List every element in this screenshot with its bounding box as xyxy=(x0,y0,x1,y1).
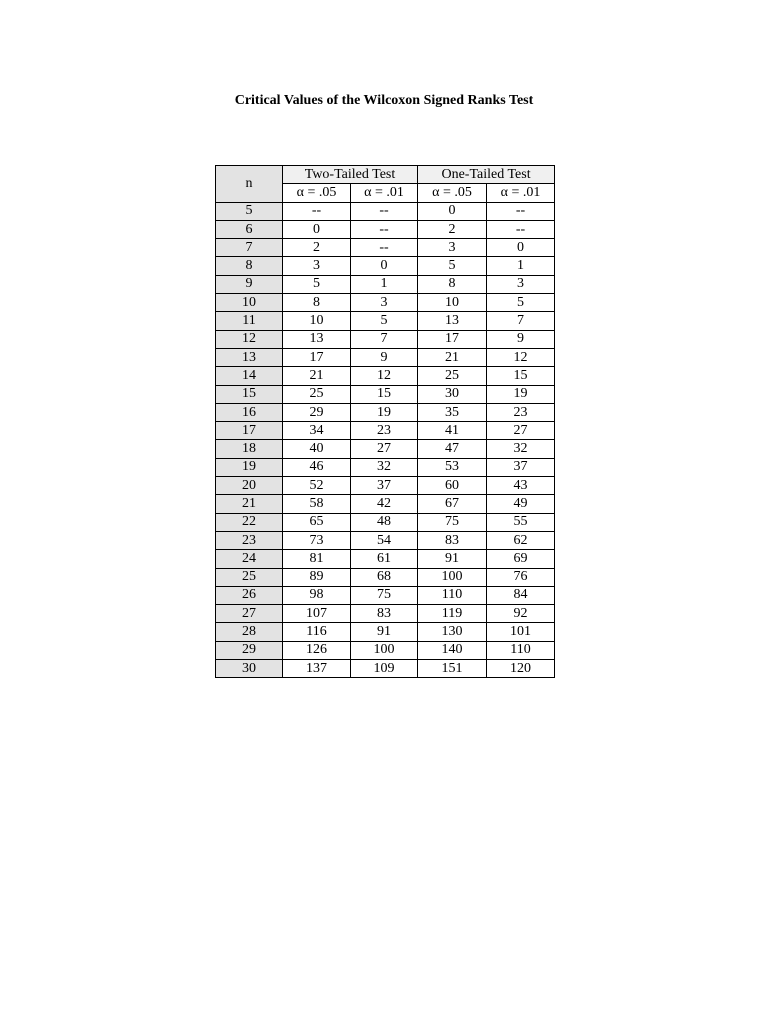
n-cell: 20 xyxy=(216,477,283,495)
two-tailed-01-cell: 109 xyxy=(351,660,418,678)
one-tailed-01-cell: 23 xyxy=(487,403,555,421)
one-tailed-01-cell: 92 xyxy=(487,605,555,623)
one-tailed-header: One-Tailed Test xyxy=(418,166,555,184)
one-tailed-01-cell: 55 xyxy=(487,513,555,531)
one-tailed-01-cell: 9 xyxy=(487,330,555,348)
two-tailed-01-cell: 48 xyxy=(351,513,418,531)
table-header xyxy=(216,166,555,203)
one-tailed-01-cell: 43 xyxy=(487,477,555,495)
n-cell: 11 xyxy=(216,312,283,330)
n-cell: 13 xyxy=(216,348,283,366)
one-tailed-05-cell: 41 xyxy=(418,422,487,440)
two-tailed-01-cell: 3 xyxy=(351,294,418,312)
one-tailed-01-cell: 62 xyxy=(487,531,555,549)
two-tailed-05-cell: 73 xyxy=(283,531,351,549)
two-tailed-01-cell: 1 xyxy=(351,275,418,293)
n-cell: 14 xyxy=(216,367,283,385)
n-cell: 29 xyxy=(216,641,283,659)
table-row xyxy=(216,513,555,531)
n-cell: 18 xyxy=(216,440,283,458)
table-row xyxy=(216,239,555,257)
table-row xyxy=(216,403,555,421)
table-row xyxy=(216,458,555,476)
table-row xyxy=(216,660,555,678)
table-row xyxy=(216,385,555,403)
two-tailed-01-cell: -- xyxy=(351,202,418,220)
n-cell: 8 xyxy=(216,257,283,275)
two-tailed-01-cell: 0 xyxy=(351,257,418,275)
one-tailed-05-cell: 110 xyxy=(418,586,487,604)
one-tailed-01-cell: 120 xyxy=(487,660,555,678)
two-tailed-05-cell: 10 xyxy=(283,312,351,330)
alpha-header: α = .01 xyxy=(487,184,555,202)
n-cell: 16 xyxy=(216,403,283,421)
two-tailed-05-cell: 2 xyxy=(283,239,351,257)
document-title: Critical Values of the Wilcoxon Signed Ranks Test xyxy=(234,93,534,108)
table-row xyxy=(216,367,555,385)
two-tailed-05-cell: 29 xyxy=(283,403,351,421)
two-tailed-01-cell: 42 xyxy=(351,495,418,513)
n-cell: 9 xyxy=(216,275,283,293)
two-tailed-05-cell: 8 xyxy=(283,294,351,312)
table-row xyxy=(216,330,555,348)
alpha-header: α = .05 xyxy=(283,184,351,202)
two-tailed-01-cell: 32 xyxy=(351,458,418,476)
two-tailed-01-cell: 83 xyxy=(351,605,418,623)
one-tailed-05-cell: 2 xyxy=(418,220,487,238)
one-tailed-05-cell: 67 xyxy=(418,495,487,513)
n-cell: 12 xyxy=(216,330,283,348)
two-tailed-01-cell: 54 xyxy=(351,531,418,549)
one-tailed-01-cell: 0 xyxy=(487,239,555,257)
table-row xyxy=(216,623,555,641)
one-tailed-01-cell: 3 xyxy=(487,275,555,293)
n-cell: 6 xyxy=(216,220,283,238)
n-cell: 26 xyxy=(216,586,283,604)
table-row xyxy=(216,312,555,330)
two-tailed-05-cell: 52 xyxy=(283,477,351,495)
n-cell: 10 xyxy=(216,294,283,312)
table-row xyxy=(216,531,555,549)
one-tailed-05-cell: 53 xyxy=(418,458,487,476)
n-cell: 28 xyxy=(216,623,283,641)
one-tailed-05-cell: 3 xyxy=(418,239,487,257)
table-row xyxy=(216,422,555,440)
group-header-row xyxy=(216,166,555,184)
n-cell: 15 xyxy=(216,385,283,403)
n-cell: 22 xyxy=(216,513,283,531)
one-tailed-05-cell: 100 xyxy=(418,568,487,586)
one-tailed-05-cell: 35 xyxy=(418,403,487,421)
one-tailed-05-cell: 17 xyxy=(418,330,487,348)
two-tailed-01-cell: 9 xyxy=(351,348,418,366)
table-row xyxy=(216,257,555,275)
two-tailed-05-cell: 0 xyxy=(283,220,351,238)
n-cell: 23 xyxy=(216,531,283,549)
two-tailed-01-cell: 91 xyxy=(351,623,418,641)
two-tailed-01-cell: 27 xyxy=(351,440,418,458)
two-tailed-01-cell: 68 xyxy=(351,568,418,586)
table-row xyxy=(216,550,555,568)
one-tailed-01-cell: 32 xyxy=(487,440,555,458)
two-tailed-05-cell: 137 xyxy=(283,660,351,678)
two-tailed-01-cell: -- xyxy=(351,220,418,238)
one-tailed-05-cell: 5 xyxy=(418,257,487,275)
n-cell: 24 xyxy=(216,550,283,568)
one-tailed-05-cell: 0 xyxy=(418,202,487,220)
one-tailed-01-cell: 7 xyxy=(487,312,555,330)
one-tailed-05-cell: 91 xyxy=(418,550,487,568)
n-cell: 27 xyxy=(216,605,283,623)
one-tailed-05-cell: 10 xyxy=(418,294,487,312)
two-tailed-01-cell: 15 xyxy=(351,385,418,403)
one-tailed-05-cell: 47 xyxy=(418,440,487,458)
one-tailed-05-cell: 8 xyxy=(418,275,487,293)
two-tailed-01-cell: 75 xyxy=(351,586,418,604)
two-tailed-01-cell: -- xyxy=(351,239,418,257)
one-tailed-01-cell: 37 xyxy=(487,458,555,476)
one-tailed-01-cell: 110 xyxy=(487,641,555,659)
table-row xyxy=(216,477,555,495)
two-tailed-05-cell: 89 xyxy=(283,568,351,586)
n-cell: 21 xyxy=(216,495,283,513)
n-column-header: n xyxy=(216,166,283,203)
one-tailed-05-cell: 140 xyxy=(418,641,487,659)
two-tailed-01-cell: 19 xyxy=(351,403,418,421)
one-tailed-01-cell: 69 xyxy=(487,550,555,568)
two-tailed-01-cell: 61 xyxy=(351,550,418,568)
n-cell: 25 xyxy=(216,568,283,586)
table-row xyxy=(216,605,555,623)
two-tailed-05-cell: 3 xyxy=(283,257,351,275)
one-tailed-01-cell: 84 xyxy=(487,586,555,604)
table-body xyxy=(216,202,555,678)
two-tailed-01-cell: 100 xyxy=(351,641,418,659)
two-tailed-05-cell: 107 xyxy=(283,605,351,623)
n-cell: 17 xyxy=(216,422,283,440)
one-tailed-01-cell: 76 xyxy=(487,568,555,586)
alpha-header: α = .05 xyxy=(418,184,487,202)
table-row xyxy=(216,294,555,312)
table-row xyxy=(216,202,555,220)
two-tailed-05-cell: 25 xyxy=(283,385,351,403)
table-row xyxy=(216,495,555,513)
one-tailed-05-cell: 119 xyxy=(418,605,487,623)
table-row xyxy=(216,641,555,659)
n-cell: 7 xyxy=(216,239,283,257)
table-row xyxy=(216,348,555,366)
two-tailed-05-cell: 58 xyxy=(283,495,351,513)
one-tailed-05-cell: 130 xyxy=(418,623,487,641)
one-tailed-05-cell: 60 xyxy=(418,477,487,495)
one-tailed-01-cell: -- xyxy=(487,220,555,238)
table-row xyxy=(216,220,555,238)
two-tailed-05-cell: 17 xyxy=(283,348,351,366)
two-tailed-header: Two-Tailed Test xyxy=(283,166,418,184)
two-tailed-05-cell: 65 xyxy=(283,513,351,531)
two-tailed-01-cell: 37 xyxy=(351,477,418,495)
two-tailed-05-cell: 21 xyxy=(283,367,351,385)
one-tailed-05-cell: 75 xyxy=(418,513,487,531)
one-tailed-01-cell: 5 xyxy=(487,294,555,312)
one-tailed-01-cell: 1 xyxy=(487,257,555,275)
two-tailed-05-cell: 46 xyxy=(283,458,351,476)
one-tailed-01-cell: -- xyxy=(487,202,555,220)
table-row xyxy=(216,568,555,586)
two-tailed-01-cell: 7 xyxy=(351,330,418,348)
one-tailed-01-cell: 49 xyxy=(487,495,555,513)
two-tailed-05-cell: 116 xyxy=(283,623,351,641)
two-tailed-05-cell: 5 xyxy=(283,275,351,293)
critical-values-table xyxy=(215,165,555,678)
two-tailed-01-cell: 5 xyxy=(351,312,418,330)
n-cell: 5 xyxy=(216,202,283,220)
one-tailed-01-cell: 15 xyxy=(487,367,555,385)
one-tailed-01-cell: 27 xyxy=(487,422,555,440)
one-tailed-01-cell: 101 xyxy=(487,623,555,641)
two-tailed-05-cell: -- xyxy=(283,202,351,220)
one-tailed-05-cell: 83 xyxy=(418,531,487,549)
two-tailed-05-cell: 13 xyxy=(283,330,351,348)
n-cell: 30 xyxy=(216,660,283,678)
table-row xyxy=(216,586,555,604)
alpha-header: α = .01 xyxy=(351,184,418,202)
one-tailed-05-cell: 13 xyxy=(418,312,487,330)
two-tailed-01-cell: 23 xyxy=(351,422,418,440)
n-cell: 19 xyxy=(216,458,283,476)
two-tailed-05-cell: 98 xyxy=(283,586,351,604)
two-tailed-01-cell: 12 xyxy=(351,367,418,385)
two-tailed-05-cell: 126 xyxy=(283,641,351,659)
one-tailed-05-cell: 25 xyxy=(418,367,487,385)
one-tailed-01-cell: 19 xyxy=(487,385,555,403)
table-row xyxy=(216,275,555,293)
two-tailed-05-cell: 81 xyxy=(283,550,351,568)
two-tailed-05-cell: 40 xyxy=(283,440,351,458)
one-tailed-05-cell: 151 xyxy=(418,660,487,678)
one-tailed-01-cell: 12 xyxy=(487,348,555,366)
two-tailed-05-cell: 34 xyxy=(283,422,351,440)
one-tailed-05-cell: 21 xyxy=(418,348,487,366)
table-row xyxy=(216,440,555,458)
one-tailed-05-cell: 30 xyxy=(418,385,487,403)
